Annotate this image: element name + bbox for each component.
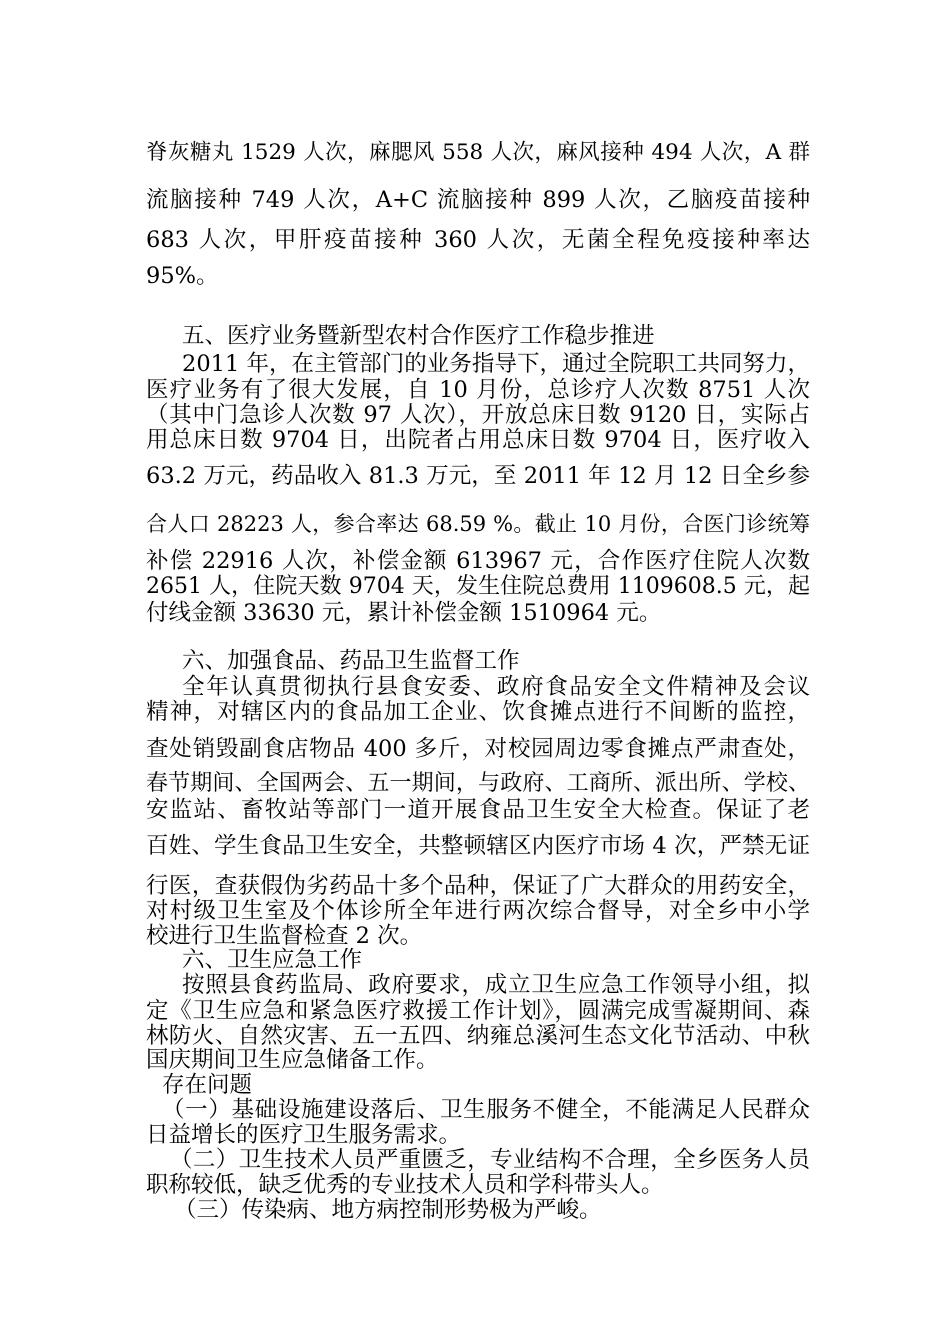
text-line: 行医，查获假伪劣药品十多个品种，保证了广大群众的用药安全，	[146, 873, 810, 899]
text-line: 63.2 万元，药品收入 81.3 万元，至 2011 年 12 月 12 日全乡参	[146, 463, 810, 489]
text-line: 付线金额 33630 元，累计补偿金额 1510964 元。	[146, 600, 662, 626]
text-line: 按照县食药监局、政府要求，成立卫生应急工作领导小组，拟	[182, 972, 810, 998]
text-line: 国庆期间卫生应急储备工作。	[146, 1047, 439, 1073]
text-line: （三）传染病、地方病控制形势极为严峻。	[174, 1197, 602, 1223]
text-line: 2651 人，住院天数 9704 天，发生住院总费用 1109608.5 元，起	[146, 574, 810, 599]
text-line: 定《卫生应急和紧急医疗救援工作计划》，圆满完成雪凝期间、森	[146, 998, 810, 1024]
text-line: （二）卫生技术人员严重匮乏，专业结构不合理，全乡医务人员	[170, 1147, 810, 1173]
text-line: 校进行卫生监督检查 2 次。	[146, 923, 423, 949]
text-line: 补偿 22916 人次，补偿金额 613967 元，合作医疗住院人次数	[146, 548, 810, 574]
text-line: 春节期间、全国两会、五一期间，与政府、工商所、派出所、学校、	[146, 771, 810, 796]
text-line: 全年认真贯彻执行县食安委、政府食品安全文件精神及会议	[182, 674, 810, 700]
text-line: 2011 年，在主管部门的业务指导下，通过全院职工共同努力，	[182, 351, 810, 377]
section-heading: 六、卫生应急工作	[182, 947, 363, 973]
text-line: 683 人次，甲肝疫苗接种 360 人次，无菌全程免疫接种率达	[146, 227, 810, 253]
text-line: 用总床日数 9704 日，出院者占用总床日数 9704 日，医疗收入	[146, 427, 810, 453]
text-line: 合人口 28223 人，参合率达 68.59 %。截止 10 月份，合医门诊统筹	[146, 512, 810, 536]
text-line: 脊灰糖丸 1529 人次，麻腮风 558 人次，麻风接种 494 人次，A 群	[146, 140, 810, 165]
section-heading: 存在问题	[162, 1072, 253, 1098]
text-line: 林防火、自然灾害、五一五四、纳雍总溪河生态文化节活动、中秋	[146, 1023, 810, 1049]
text-line: 精神，对辖区内的食品加工企业、饮食摊点进行不间断的监控，	[146, 699, 810, 725]
text-line: 安监站、畜牧站等部门一道开展食品卫生安全大检查。保证了老	[146, 797, 810, 823]
text-line: 医疗业务有了很大发展，自 10 月份，总诊疗人次数 8751 人次	[146, 377, 810, 403]
text-line: （其中门急诊人次数 97 人次），开放总床日数 9120 日，实际占	[146, 402, 810, 428]
section-heading: 五、医疗业务暨新型农村合作医疗工作稳步推进	[182, 323, 655, 349]
text-line: 百姓、学生食品卫生安全，共整顿辖区内医疗市场 4 次，严禁无证	[146, 833, 810, 859]
text-line: （一）基础设施建设落后、卫生服务不健全，不能满足人民群众	[162, 1097, 810, 1123]
text-line: 流脑接种 749 人次，A+C 流脑接种 899 人次，乙脑疫苗接种	[146, 187, 810, 213]
text-line: 95%。	[146, 263, 219, 289]
text-line: 查处销毁副食店物品 400 多斤，对校园周边零食摊点严肃查处，	[146, 736, 810, 762]
text-line: 职称较低，缺乏优秀的专业技术人员和学科带头人。	[146, 1172, 664, 1198]
text-line: 对村级卫生室及个体诊所全年进行两次综合督导，对全乡中小学	[146, 898, 810, 924]
section-heading: 六、加强食品、药品卫生监督工作	[182, 648, 520, 674]
text-line: 日益增长的医疗卫生服务需求。	[146, 1122, 462, 1148]
